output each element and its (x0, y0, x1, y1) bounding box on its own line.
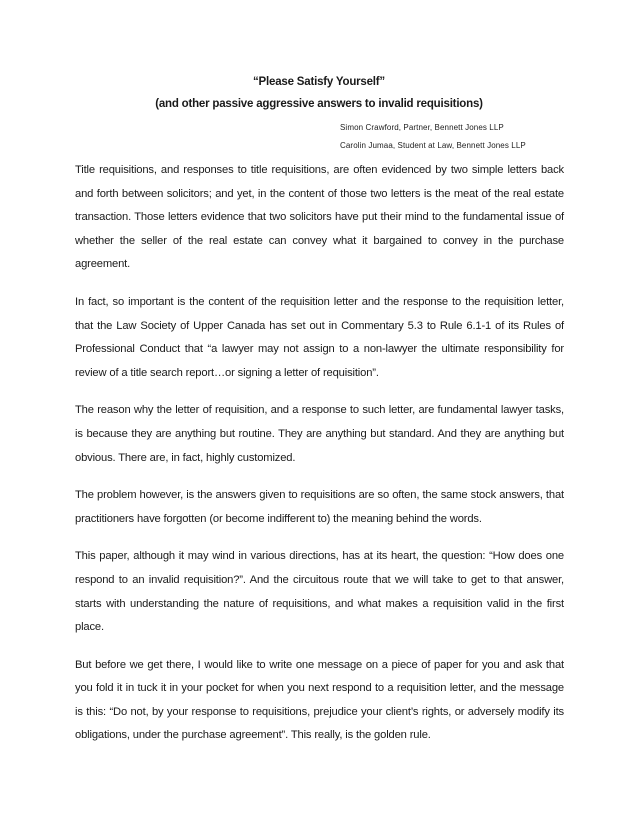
document-subtitle: (and other passive aggressive answers to invalid requisitions) (155, 98, 483, 110)
body-paragraph: In fact, so important is the content of the requisition letter and the response to the requisition letter, that the Law Society of Upper Canada has set out in Commentary 5.3 to Rule 6.1-1 of its Rules of Professional Conduct that “a lawyer may not assign to a non-lawyer the ultimate responsibility for review of a title search report…or signing a letter of requisition”. (75, 295, 564, 379)
body-paragraph: The problem however, is the answers given to requisitions are so often, the same stock answers, that practitioners have forgotten (or become indifferent to) the meaning behind the words. (75, 489, 564, 525)
author-line: Carolin Jumaa, Student at Law, Bennett Jones LLP (340, 141, 526, 150)
body-paragraph: Title requisitions, and responses to title requisitions, are often evidenced by two simple letters back and forth between solicitors; and yet, in the content of those two letters is the meat of the real estate transaction. Those letters evidence that two solicitors have put their mind to the fundamental issue of whether the seller of the real estate can convey what it bargained to convey in the purchase agreement. (75, 164, 564, 271)
body-paragraph: This paper, although it may wind in various directions, has at its heart, the question: “How does one respond to an invalid requisition?”. And the circuitous route that we will take to get to that answer, starts with understanding the nature of requisitions, and what makes a requisition valid in the first place. (75, 550, 564, 634)
document-title: “Please Satisfy Yourself” (252, 76, 385, 88)
body-paragraph: The reason why the letter of requisition, and a response to such letter, are fundamental lawyer tasks, is because they are anything but routine. They are anything but standard. And they are anything but obvious. There are, in fact, highly customized. (75, 404, 564, 464)
document-body (75, 159, 564, 762)
author-line: Simon Crawford, Partner, Bennett Jones LLP (340, 123, 504, 132)
body-paragraph: But before we get there, I would like to write one message on a piece of paper for you and ask that you fold it in tuck it in your pocket for when you next respond to a requisition letter, and the message is this: “Do not, by your response to requisitions, prejudice your client’s rights, or adversely modify its obligations, under the purchase agreement”. This really, is the golden rule. (75, 658, 564, 742)
